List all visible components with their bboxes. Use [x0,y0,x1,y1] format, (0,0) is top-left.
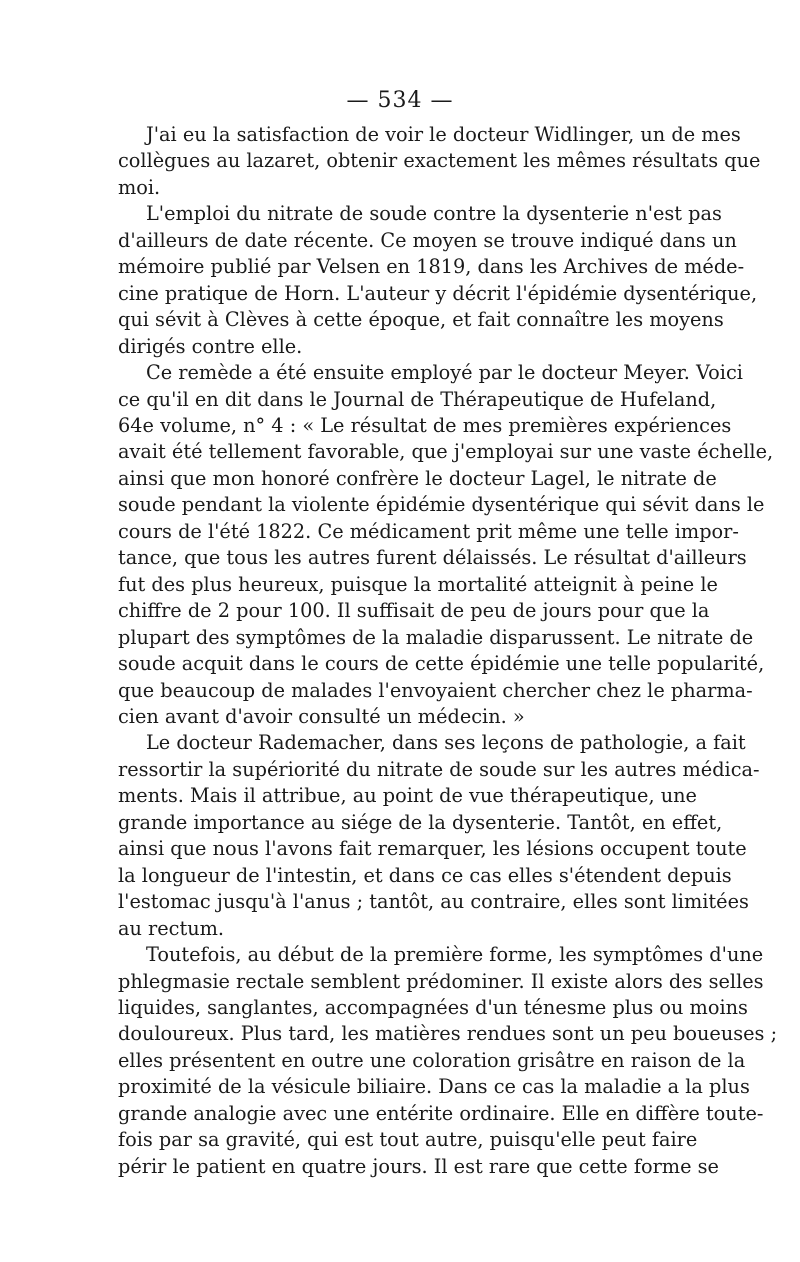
text-line: L'emploi du nitrate de soude contre la dysenterie n'est pas [146,202,722,226]
text-line: Ce remède a été ensuite employé par le docteur Meyer. Voici [146,361,743,385]
text-line: soude acquit dans le cours de cette épidémie une telle popularité, [118,652,765,676]
text-line: plupart des symptômes de la maladie disparussent. Le nitrate de [118,625,754,649]
text-line: grande analogie avec une entérite ordinaire. Elle en diffère toute- [118,1101,764,1125]
text-line: Toutefois, au début de la première forme, les symptômes d'une [146,943,764,967]
text-line: elles présentent en outre une coloration grisâtre en raison de la [118,1048,746,1072]
text-line: ainsi que mon honoré confrère le docteur Lagel, le nitrate de [118,466,717,490]
text-line: la longueur de l'intestin, et dans ce cas elles s'étendent depuis [118,863,732,887]
text-line: avait été tellement favorable, que j'employai sur une vaste échelle, [118,440,774,464]
text-line: liquides, sanglantes, accompagnées d'un ténesme plus ou moins [118,995,748,1019]
text-line: que beaucoup de malades l'envoyaient chercher chez le pharma- [118,678,753,702]
text-line: fois par sa gravité, qui est tout autre, puisqu'elle peut faire [118,1128,698,1152]
paragraph [118,942,778,1180]
text-line: dirigés contre elle. [118,334,303,358]
text-line: collègues au lazaret, obtenir exactement les mêmes résultats que [118,149,761,173]
text-line: cien avant d'avoir consulté un médecin. » [118,704,525,728]
text-line: 64e volume, n° 4 : « Le résultat de mes premières expériences [118,413,732,437]
text-line: J'ai eu la satisfaction de voir le docteur Widlinger, un de mes [146,123,741,146]
text-line: d'ailleurs de date récente. Ce moyen se trouve indiqué dans un [118,228,737,252]
text-line: au rectum. [118,916,225,940]
text-line: moi. [118,175,161,199]
text-line: Le docteur Rademacher, dans ses leçons de pathologie, a fait [146,731,746,755]
text-line: ainsi que nous l'avons fait remarquer, les lésions occupent toute [118,837,747,861]
paragraph [118,122,761,201]
text-line: ressortir la supériorité du nitrate de soude sur les autres médica- [118,757,760,781]
paragraph [118,730,760,942]
text-line: cours de l'été 1822. Ce médicament prit même une telle impor- [118,519,739,543]
text-line: mémoire publié par Velsen en 1819, dans les Archives de méde- [118,255,745,279]
text-line: grande importance au siége de la dysenterie. Tantôt, en effet, [118,810,723,834]
body-text [118,122,778,1180]
text-line: fut des plus heureux, puisque la mortalité atteignit à peine le [118,572,718,596]
text-line: chiffre de 2 pour 100. Il suffisait de peu de jours pour que la [118,599,710,623]
text-line: phlegmasie rectale semblent prédominer. Il existe alors des selles [118,969,764,993]
text-line: périr le patient en quatre jours. Il est rare que cette forme se [118,1154,719,1178]
text-line: cine pratique de Horn. L'auteur y décrit l'épidémie dysentérique, [118,281,758,305]
text-line: soude pendant la violente épidémie dysentérique qui sévit dans le [118,493,765,517]
text-line: ce qu'il en dit dans le Journal de Thérapeutique de Hufeland, [118,387,717,411]
page-number: — 534 — [346,88,454,113]
paragraph [118,201,758,360]
text-line: qui sévit à Clèves à cette époque, et fait connaître les moyens [118,308,724,332]
text-line: douloureux. Plus tard, les matières rendues sont un peu boueuses ; [118,1022,778,1046]
text-line: l'estomac jusqu'à l'anus ; tantôt, au contraire, elles sont limitées [118,890,749,914]
text-line: ments. Mais il attribue, au point de vue thérapeutique, une [118,784,697,808]
paragraph [118,360,774,730]
text-line: proximité de la vésicule biliaire. Dans ce cas la maladie a la plus [118,1075,750,1099]
text-line: tance, que tous les autres furent délaissés. Le résultat d'ailleurs [118,546,747,570]
